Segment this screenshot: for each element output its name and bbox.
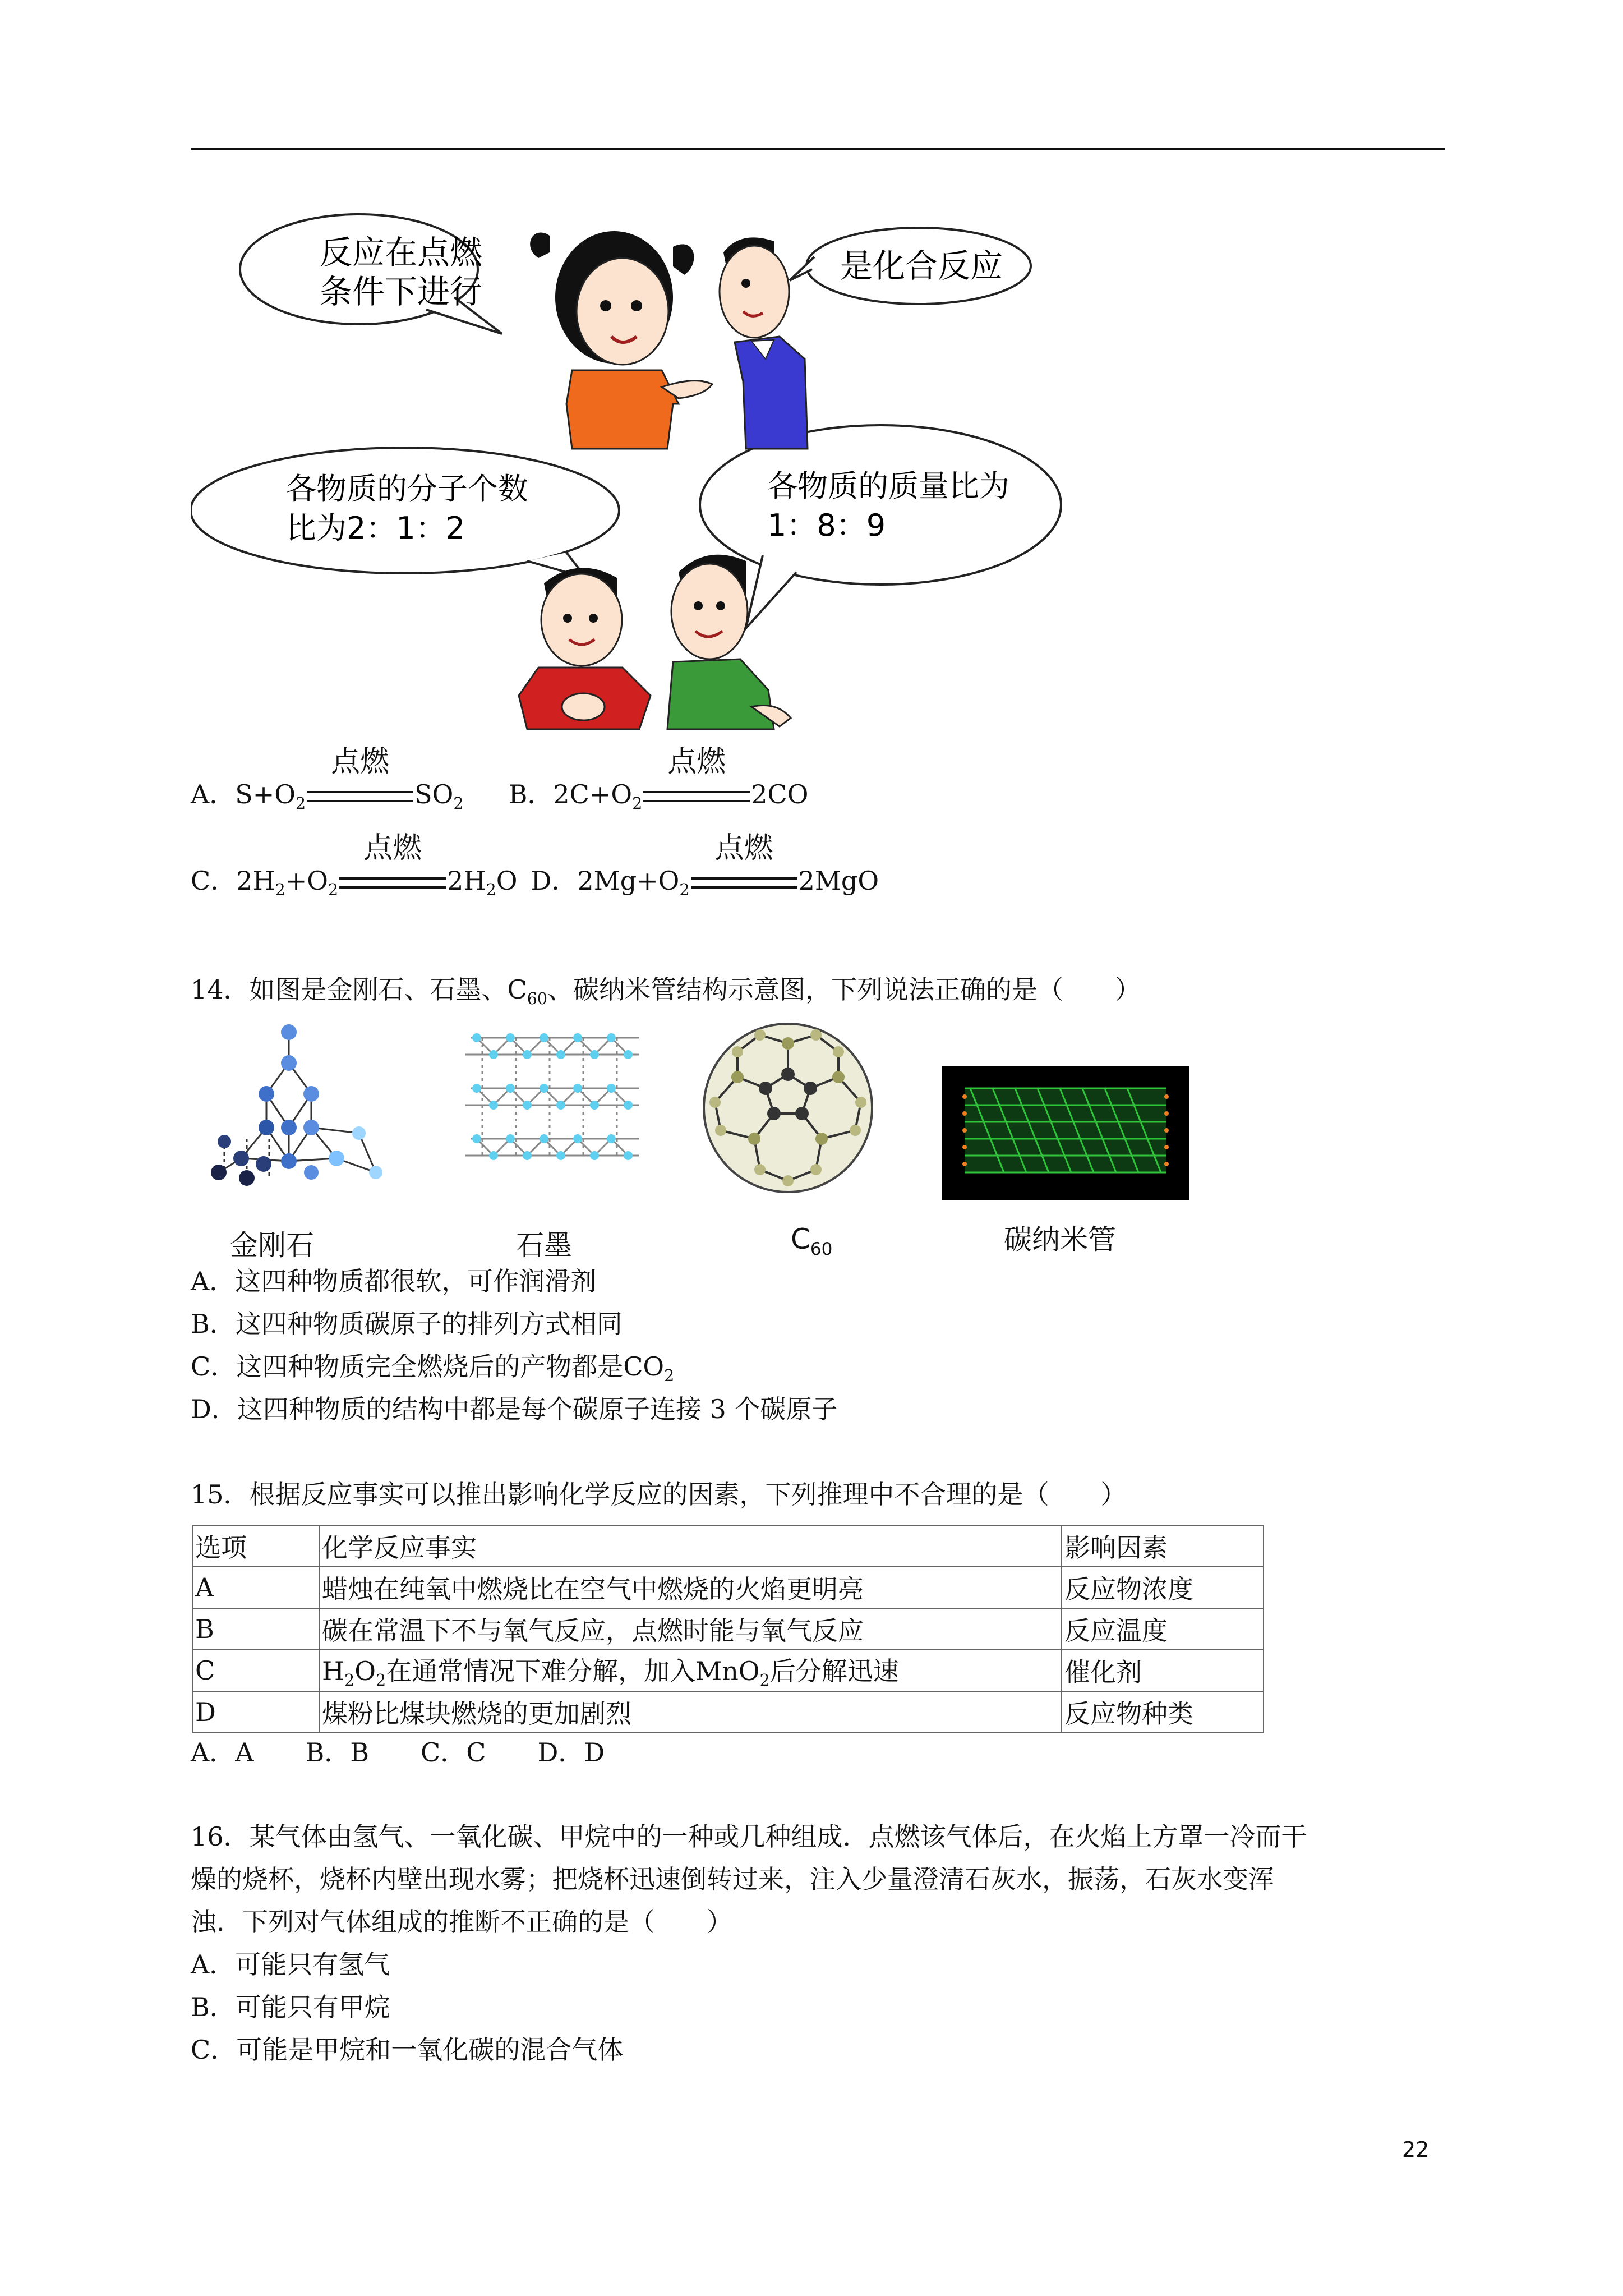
table-cell-option: C: [192, 1650, 319, 1691]
option-c-right-sub: 2: [486, 881, 496, 900]
page-number: 22: [1402, 2137, 1430, 2162]
option-c-mid: +O: [285, 866, 329, 896]
table-header-option: 选项: [192, 1525, 319, 1567]
caption-diamond: 金刚石: [230, 1229, 314, 1262]
option-a-label: A．: [191, 779, 236, 809]
c60-structure-image: [693, 1015, 883, 1200]
q14-stem-part2: 、碳纳米管结构示意图，下列说法正确的是（ ）: [547, 974, 1141, 1005]
bubble3-line1: 各物质的分子个数: [286, 471, 528, 507]
option-d-right: 2MgO: [798, 866, 879, 896]
table-cell-fact: 煤粉比煤块燃烧的更加剧烈: [319, 1691, 1062, 1733]
option-a-left: S+O: [235, 779, 296, 809]
fact-o: O: [354, 1656, 376, 1687]
table-cell-fact: 蜡烛在纯氧中燃烧比在空气中燃烧的火焰更明亮: [319, 1567, 1062, 1608]
caption-nanotube: 碳纳米管: [1004, 1223, 1116, 1256]
bubble2-line1: 是化合反应: [840, 247, 1003, 285]
speech-bubble-4: [700, 425, 1061, 628]
bubble1-line1: 反应在点燃: [320, 233, 483, 272]
fact-mno-sub: 2: [759, 1671, 770, 1690]
option-c-left-sub: 2: [275, 881, 285, 900]
option-c-label: C．: [191, 866, 237, 896]
q14-option-c-sub: 2: [664, 1366, 675, 1386]
q16-option-c: C．可能是甲烷和一氧化碳的混合气体: [191, 2035, 624, 2065]
option-d-left: 2Mg+O: [577, 866, 680, 896]
option-b-right: 2CO: [751, 779, 809, 809]
header-rule: [191, 148, 1445, 150]
table-cell-fact: 碳在常温下不与氧气反应，点燃时能与氧气反应: [319, 1608, 1062, 1650]
speech-bubble-1: [240, 214, 502, 334]
table-cell-option: D: [192, 1691, 319, 1733]
table-cell-factor: 反应温度: [1062, 1608, 1264, 1650]
caption-c60-sub: 60: [810, 1239, 833, 1259]
fact-h: H: [322, 1656, 345, 1687]
table-cell-factor: 反应物种类: [1062, 1691, 1264, 1733]
table-cell-factor: 反应物浓度: [1062, 1567, 1264, 1608]
cartoon-illustration: [191, 213, 1122, 740]
table-row: [192, 1691, 1264, 1733]
option-d-label: D．: [531, 866, 578, 896]
q16-stem-line3: 浊．下列对气体组成的推断不正确的是（ ）: [191, 1907, 732, 1937]
q16-option-a: A．可能只有氢气: [191, 1949, 390, 1980]
fact-end: 后分解迅速: [769, 1656, 899, 1687]
option-d-condition: 点燃: [714, 831, 773, 865]
q13-options-row1: [191, 745, 809, 813]
q16-option-b: B．可能只有甲烷: [191, 1992, 390, 2022]
caption-c60: [791, 1223, 832, 1259]
fact-mid: 在通常情况下难分解，加入MnO: [386, 1656, 760, 1687]
table-header-fact: 化学反应事实: [319, 1525, 1062, 1567]
option-a-equation-sign: [306, 745, 414, 809]
table-cell-option: A: [192, 1567, 319, 1608]
bubble3-line2: 比为2：1：2: [286, 510, 465, 546]
option-c-mid-sub: 2: [328, 881, 339, 900]
table-cell-option: B: [192, 1608, 319, 1650]
bubble4-line2: 1：8：9: [767, 508, 886, 543]
caption-c60-text: C: [791, 1223, 810, 1255]
q16-stem-line2: 燥的烧杯，烧杯内壁出现水雾；把烧杯迅速倒转过来，注入少量澄清石灰水，振荡，石灰水变浑: [191, 1864, 1274, 1894]
option-d-left-sub: 2: [679, 881, 690, 900]
q14-stem-part1: 14．如图是金刚石、石墨、C: [191, 974, 527, 1005]
q16-stem-line1: 16．某气体由氢气、一氧化碳、甲烷中的一种或几种组成．点燃该气体后，在火焰上方罩一冷而干: [191, 1821, 1307, 1852]
boy2-figure: [519, 568, 651, 729]
option-c-right: 2H: [447, 866, 486, 896]
q15-choices: A．A B．B C．C D．D: [191, 1737, 605, 1768]
diamond-structure-image: [191, 1010, 404, 1200]
option-a-right-sub: 2: [453, 794, 464, 813]
option-c-condition: 点燃: [363, 831, 422, 865]
option-a-left-sub: 2: [296, 794, 306, 813]
table-row: [192, 1650, 1264, 1691]
option-b-equation-sign: [642, 745, 751, 809]
q14-option-c-text: C．这四种物质完全燃烧后的产物都是CO: [191, 1351, 665, 1382]
graphite-structure-image: [460, 1010, 651, 1200]
q13-options-row2: [191, 831, 879, 900]
table-row: [192, 1567, 1264, 1608]
option-c-equation-sign: [338, 831, 447, 896]
q14-option-a: A．这四种物质都很软，可作润滑剂: [191, 1266, 597, 1296]
q14-option-b: B．这四种物质碳原子的排列方式相同: [191, 1309, 623, 1339]
caption-graphite: 石墨: [516, 1229, 572, 1262]
option-b-left-sub: 2: [632, 794, 643, 813]
speech-bubble-2: [790, 228, 1031, 304]
option-c-left: 2H: [236, 866, 275, 896]
table-cell-factor: 催化剂: [1062, 1650, 1264, 1691]
table-cell-fact: [319, 1650, 1062, 1691]
table-header-factor: 影响因素: [1062, 1525, 1264, 1567]
bubble4-line1: 各物质的质量比为: [767, 468, 1009, 504]
option-b-left: 2C+O: [553, 779, 633, 809]
q15-table: [192, 1525, 1264, 1733]
q15-stem: 15．根据反应事实可以推出影响化学反应的因素，下列推理中不合理的是（ ）: [191, 1479, 1127, 1510]
speech-bubble-3: [191, 448, 619, 578]
option-a-condition: 点燃: [331, 745, 390, 779]
fact-o-sub: 2: [376, 1671, 386, 1690]
girl-figure: [530, 231, 712, 449]
option-a-right: SO: [414, 779, 454, 809]
option-c-right-tail: O: [496, 866, 518, 896]
table-row: [192, 1608, 1264, 1650]
table-header-row: [192, 1525, 1264, 1567]
q14-stem-sub: 60: [527, 990, 548, 1009]
option-d-equation-sign: [690, 831, 799, 896]
fact-h-sub: 2: [344, 1671, 355, 1690]
option-b-label: B．: [508, 779, 554, 809]
nanotube-structure-image: [942, 1066, 1189, 1200]
boy1-figure: [720, 237, 808, 449]
bubble1-line2: 条件下进行: [320, 273, 483, 311]
q14-option-d: D．这四种物质的结构中都是每个碳原子连接 3 个碳原子: [191, 1394, 838, 1424]
option-b-condition: 点燃: [667, 745, 726, 779]
